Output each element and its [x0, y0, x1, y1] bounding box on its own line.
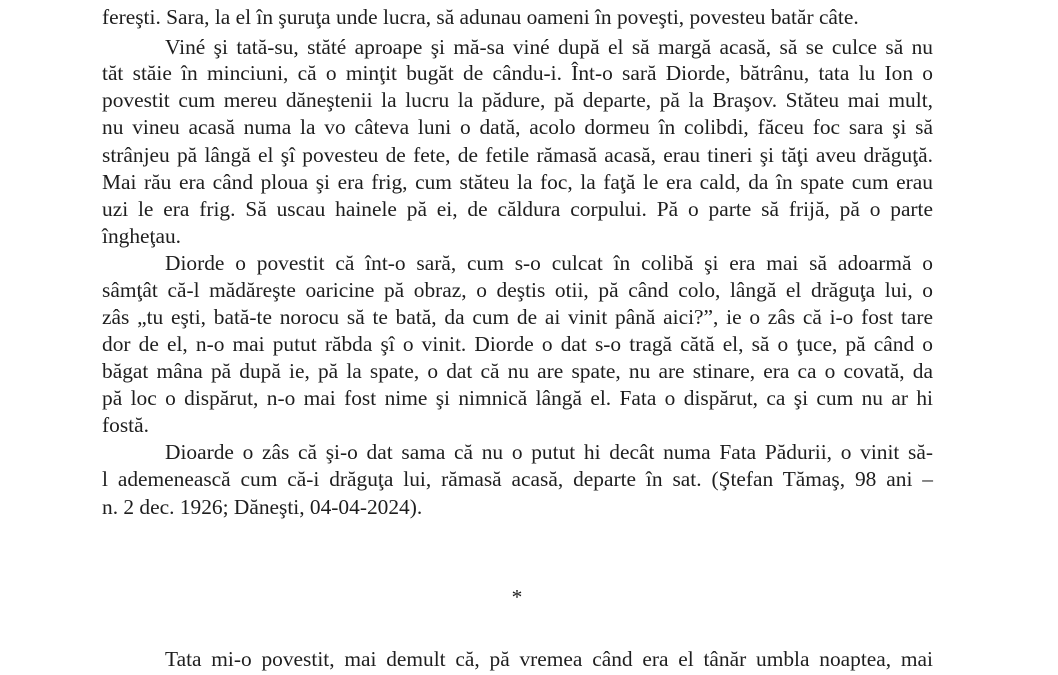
text-line: povestit cum mereu dăneştenii la lucru la pădure, pă departe, pă la Braşov. Stăteu mai mult,	[102, 88, 933, 112]
text-line: băgat mâna pă după ie, pă la spate, o dat că nu are spate, nu are stinare, era ca o covată, da	[102, 359, 933, 383]
text-line: Viné şi tată-su, stăté aproape şi mă-sa viné după el să margă acasă, să se culce să nu	[165, 35, 933, 59]
text-line: îngheţau.	[102, 224, 182, 248]
text-line: Dioarde o zâs că şi-o dat sama că nu o putut hi decât numa Fata Pădurii, o vinit să-	[165, 440, 933, 464]
text-line: zâs „tu eşti, bată-te norocu să te bată, da cum de ai vinit până aici?”, ie o zâs că i-o fost tare	[102, 305, 933, 329]
text-line: pă loc o dispărut, n-o mai fost nime şi nimnică lângă el. Fata o dispărut, ca şi cum nu ar hi	[102, 386, 933, 410]
text-line: Diorde o povestit că înt-o sară, cum s-o culcat în colibă şi era mai să adoarmă o	[165, 251, 933, 275]
text-line: sâmţât că-l mădăreşte oaricine pă obraz, o deştis otii, pă când colo, lângă el drăguţa lui, o	[102, 278, 933, 302]
text-line: dor de el, n-o mai putut răbda şî o vinit. Diorde o dat s-o tragă cătă el, să o ţuce, pă când o	[102, 332, 933, 356]
text-line: fostă.	[102, 413, 149, 437]
text-line: Tata mi-o povestit, mai demult că, pă vremea când era el tânăr umbla noaptea, mai	[165, 647, 933, 671]
text-line: tăt stăie în minciuni, că o minţit bugăt de cându-i. Înt-o sară Diorde, bătrânu, tata lu Ion o	[102, 61, 933, 85]
text-line: nu vineu acasă numa la vo câteva luni o dată, acolo dormeu în colibdi, făceu foc sara şi să	[102, 115, 933, 139]
text-line: strânjeu pă lângă el şî povesteu de fete, de fetile rămasă acasă, erau tineri şi tăţi aveu drăguţă.	[102, 143, 933, 167]
text-line: uzi le era frig. Să uscau hainele pă ei, de căldura corpului. Pă o parte să frijă, pă o parte	[102, 197, 933, 221]
text-line: n. 2 dec. 1926; Dăneşti, 04-04-2024).	[102, 495, 423, 519]
section-separator: *	[511, 585, 523, 609]
text-line: fereşti. Sara, la el în şuruţa unde lucra, să adunau oameni în poveşti, povesteu batăr câte.	[102, 5, 859, 29]
text-line: l ademenească cum că-i drăguţa lui, rămasă acasă, departe în sat. (Ştefan Tămaş, 98 ani –	[102, 467, 933, 491]
text-line: Mai rău era când ploua şi era frig, cum stăteu la foc, la faţă le era cald, da în spate cum erau	[102, 170, 933, 194]
